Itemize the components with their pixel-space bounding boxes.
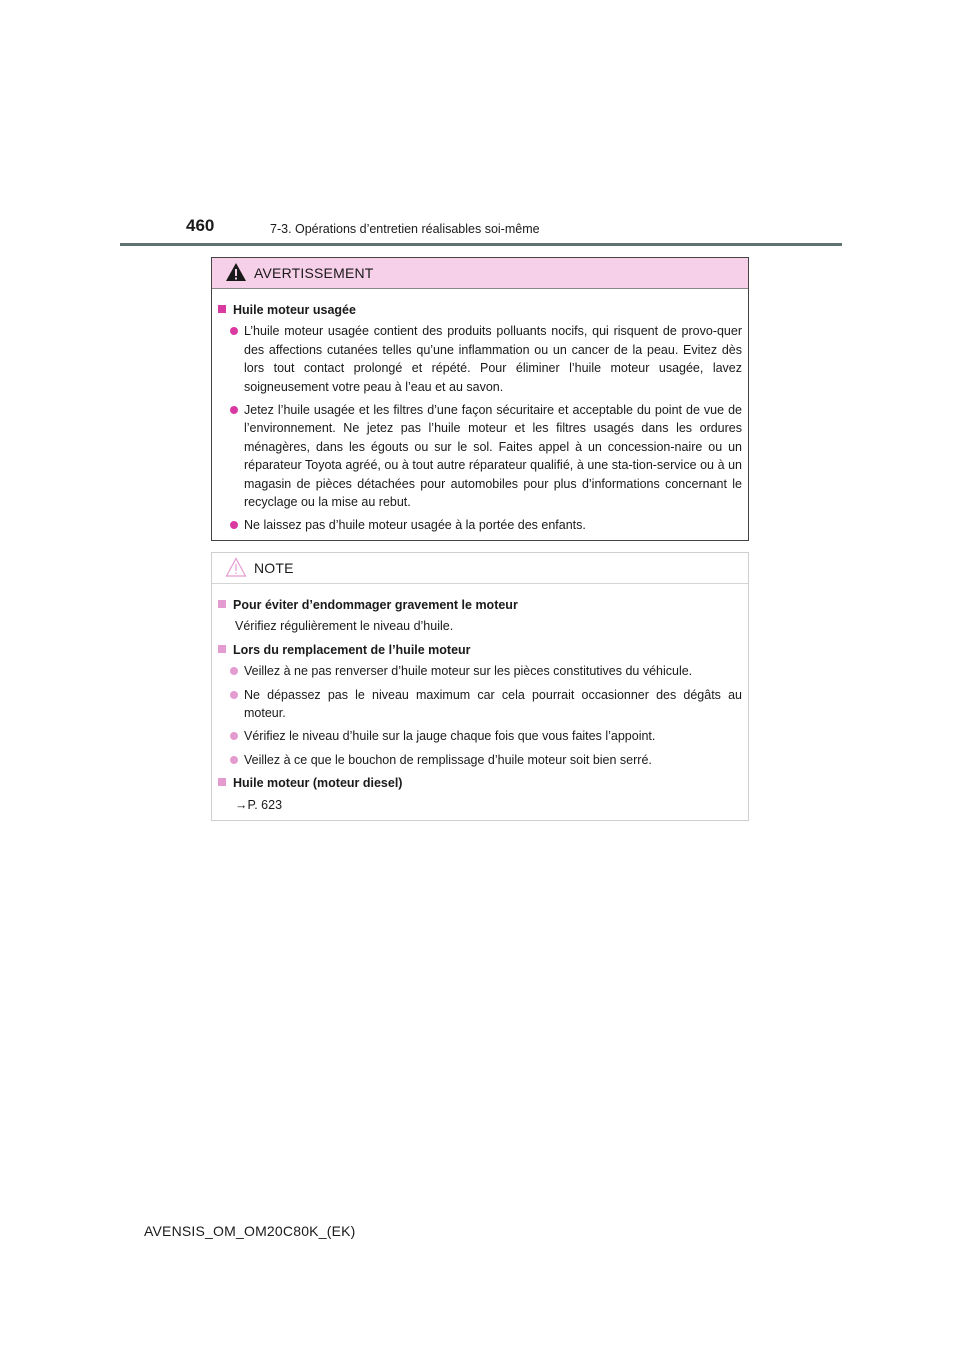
warning-body xyxy=(212,289,748,535)
list-item: Veillez à ne pas renverser d’huile moteur sur les pièces constitutives du véhicule. xyxy=(218,662,742,680)
list-item: Ne laissez pas d’huile moteur usagée à la portée des enfants. xyxy=(218,516,742,534)
note-heading-3: Huile moteur (moteur diesel) xyxy=(218,774,742,792)
square-bullet-icon xyxy=(218,778,226,786)
round-bullet-icon xyxy=(230,691,238,699)
section-title: 7-3. Opérations d’entretien réalisables soi-même xyxy=(270,222,540,236)
page-reference-link[interactable]: →P. 623 xyxy=(235,797,283,812)
warning-triangle-icon xyxy=(225,262,247,282)
warning-box xyxy=(211,257,749,541)
round-bullet-icon xyxy=(230,521,238,529)
page-number: 460 xyxy=(186,216,215,235)
note-header xyxy=(212,553,748,584)
note-body xyxy=(212,584,748,814)
round-bullet-icon xyxy=(230,732,238,740)
list-item: Ne dépassez pas le niveau maximum car cela pourrait occasionner des dégâts au moteur. xyxy=(218,686,742,723)
round-bullet-icon xyxy=(230,406,238,414)
warning-heading: Huile moteur usagée xyxy=(218,301,742,319)
square-bullet-icon xyxy=(218,305,226,313)
round-bullet-icon xyxy=(230,667,238,675)
round-bullet-icon xyxy=(230,327,238,335)
page-header xyxy=(120,212,842,246)
note-heading-1: Pour éviter d’endommager gravement le moteur xyxy=(218,596,742,614)
note-heading-2: Lors du remplacement de l’huile moteur xyxy=(218,641,742,659)
warning-header xyxy=(212,258,748,289)
list-item: Veillez à ce que le bouchon de remplissage d’huile moteur soit bien serré. xyxy=(218,751,742,769)
document-code: AVENSIS_OM_OM20C80K_(EK) xyxy=(144,1223,356,1239)
caution-triangle-icon xyxy=(225,557,247,577)
list-item: Jetez l’huile usagée et les filtres d’une façon sécuritaire et acceptable du point de vue de l’environnement. Ne jetez pas l’huile moteur et les filtres usagés dans les ordures ménagères, dans les égouts ou sur le sol. Faites appel à un concession-naire ou un réparateur Toyota agréé, ou à tout autre réparateur qualifié, à une sta-tion-service ou à un magasin de pièces détachées pour automobiles pour plus d’informations concernant le recyclage ou la mise au rebut. xyxy=(218,401,742,511)
round-bullet-icon xyxy=(230,756,238,764)
note-text-1: Vérifiez régulièrement le niveau d’huile. xyxy=(235,619,454,634)
note-box xyxy=(211,552,749,821)
list-item: L’huile moteur usagée contient des produits polluants nocifs, qui risquent de provo-quer des affections cutanées telles qu’une inflammation ou un cancer de la peau. Evitez dès lors tout contact prolongé et répété. Pour éliminer l’huile moteur usagée, lavez soigneusement votre peau à l’eau et au savon. xyxy=(218,322,742,396)
square-bullet-icon xyxy=(218,645,226,653)
note-label: NOTE xyxy=(254,560,294,576)
list-item: Vérifiez le niveau d’huile sur la jauge chaque fois que vous faites l’appoint. xyxy=(218,727,742,745)
header-rule xyxy=(120,243,842,246)
square-bullet-icon xyxy=(218,600,226,608)
warning-label: AVERTISSEMENT xyxy=(254,265,374,281)
